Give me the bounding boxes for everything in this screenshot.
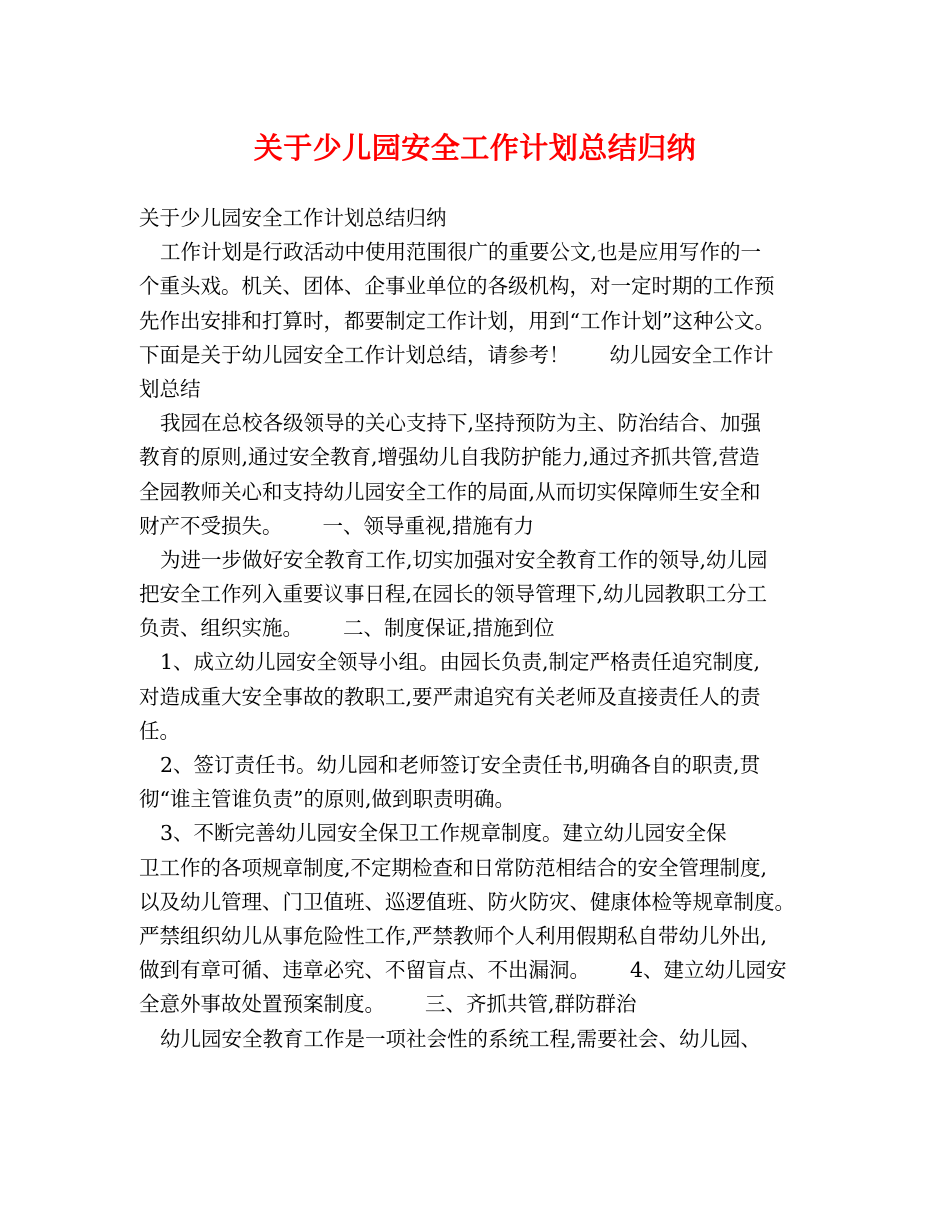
text-line: 工作计划是行政活动中使用范围很广的重要公文,也是应用写作的一: [160, 240, 762, 265]
text-line: 全园教师关心和支持幼儿园安全工作的局面,从而切实保障师生安全和: [139, 479, 761, 504]
text-line: 全意外事故处置预案制度。 三、齐抓共管,群防群治: [139, 992, 637, 1017]
text-line: 幼儿园安全教育工作是一项社会性的系统工程,需要社会、幼儿园、: [160, 1026, 762, 1051]
text-line: 对造成重大安全事故的教职工,要严肃追究有关老师及直接责任人的责: [139, 684, 761, 709]
text-line: 个重头戏。机关、团体、企事业单位的各级机构，对一定时期的工作预: [139, 274, 775, 299]
inline-heading: 幼儿园安全工作计: [609, 342, 774, 367]
section-heading: 一、领导重视,措施有力: [322, 513, 535, 538]
text-line: 下面是关于幼儿园安全工作计划总结，请参考！ 幼儿园安全工作计: [139, 342, 774, 367]
text-line: 1、成立幼儿园安全领导小组。由园长负责,制定严格责任追究制度,: [160, 650, 761, 675]
text-line: 财产不受损失。 一、领导重视,措施有力: [139, 513, 535, 538]
text-line: 3、不断完善幼儿园安全保卫工作规章制度。建立幼儿园安全保: [160, 821, 727, 846]
text-line: 严禁组织幼儿从事危险性工作,严禁教师个人利用假期私自带幼儿外出,: [139, 923, 768, 948]
text-line: 以及幼儿管理、门卫值班、巡逻值班、防火防灾、健康体检等规章制度。: [139, 889, 795, 914]
section-heading: 二、制度保证,措施到位: [343, 616, 555, 641]
document-body: [139, 201, 819, 1056]
text-line: 2、签订责任书。幼儿园和老师签订安全责任书,明确各自的职责,贯: [160, 753, 761, 777]
text-line: 关于少儿园安全工作计划总结归纳: [139, 206, 447, 230]
text-line: 负责、组织实施。 二、制度保证,措施到位: [139, 616, 555, 641]
text-line: 先作出安排和打算时，都要制定工作计划，用到“工作计划”这种公文。: [139, 308, 775, 333]
text-line: 教育的原则,通过安全教育,增强幼儿自我防护能力,通过齐抓共管,营造: [139, 445, 760, 470]
text-line: 划总结: [139, 376, 201, 401]
text-line: 任。: [139, 718, 180, 743]
text-line: 卫工作的各项规章制度,不定期检查和日常防范相结合的安全管理制度,: [139, 855, 768, 880]
text-line: 为进一步做好安全教育工作,切实加强对安全教育工作的领导,幼儿园: [160, 547, 768, 572]
text-line: 做到有章可循、违章必究、不留盲点、不出漏洞。 4、建立幼儿园安: [139, 958, 787, 983]
text-line: 把安全工作列入重要议事日程,在园长的领导管理下,幼儿园教职工分工: [139, 582, 768, 607]
inline-heading: 4、建立幼儿园安: [630, 958, 787, 983]
section-heading: 三、齐抓共管,群防群治: [425, 992, 637, 1017]
document-title: 关于少儿园安全工作计划总结归纳: [253, 131, 697, 165]
text-line: 我园在总校各级领导的关心支持下,坚持预防为主、防治结合、加强: [160, 411, 762, 436]
text-line: 彻“谁主管谁负责”的原则,做到职责明确。: [139, 787, 515, 812]
